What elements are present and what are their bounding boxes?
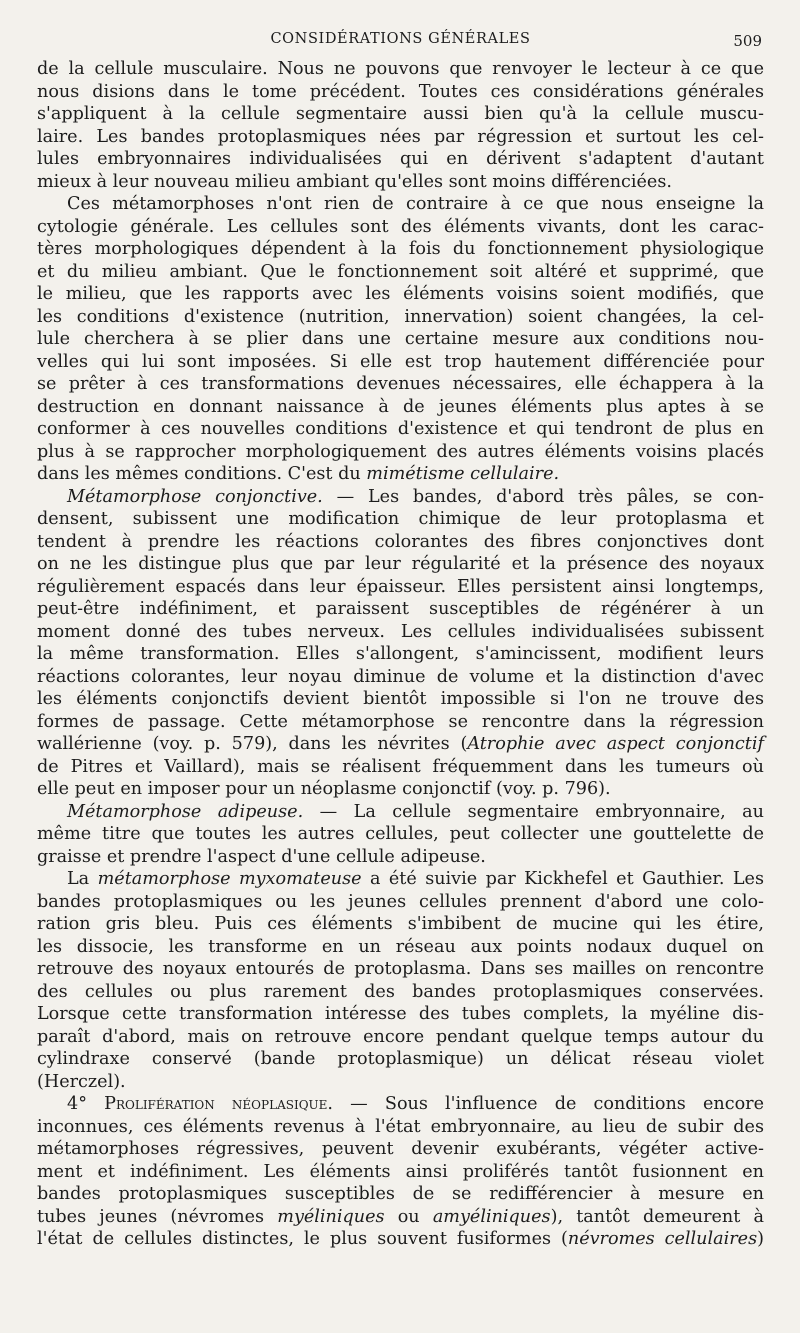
text-run: ), tantôt demeurent à [550,1206,764,1227]
text-run: a été suivie par Kickhefel et Gauthier. Les [361,869,764,889]
text-line: retrouve des noyaux entourés de protoplasma. Dans ses mailles on rencontre [37,959,764,979]
text-line: les éléments conjonctifs devient bientôt impossible si l'on ne trouve des [37,689,764,709]
text-line: cytologie générale. Les cellules sont des éléments vivants, dont les carac- [37,216,764,237]
text-line: conformer à ces nouvelles conditions d'existence et qui tendront de plus en [37,419,764,439]
text-line: régulièrement espacés dans leur épaisseur. Elles persistent ainsi longtemps, [37,576,764,597]
body-text [37,58,764,1251]
text-line: ment et indéfiniment. Les éléments ainsi proliférés tantôt fusionnent en [37,1161,764,1182]
italic-term: mimétisme cellulaire. [366,464,560,484]
italic-term: amyéliniques [432,1206,551,1227]
text-line: mieux à leur nouveau milieu ambiant qu'elles sont moins différenciées. [37,171,672,192]
text-run: 4° [67,1094,105,1114]
text-line: bandes protoplasmiques ou les jeunes cellules prennent d'abord une colo- [37,891,764,912]
text-line [37,801,764,824]
text-run: l'état de cellules distinctes, le plus souvent fusiformes ( [37,1229,568,1249]
text-line: nous disions dans le tome précédent. Toutes ces considérations générales [37,81,764,102]
text-line: métamorphoses régressives, peuvent devenir exubérants, végéter active- [37,1139,764,1159]
text-line: densent, subissent une modification chimique de leur protoplasma et [37,509,764,529]
text-line: s'appliquent à la cellule segmentaire aussi bien qu'à la cellule muscu- [37,104,764,124]
text-run: — La cellule segmentaire embryonnaire, au [303,801,764,822]
text-line [37,1206,764,1229]
text-line [37,1228,764,1251]
text-run: ou [384,1206,433,1227]
text-line: même titre que toutes les autres cellules, peut collecter une gouttelette de [37,824,764,844]
text-line: la même transformation. Elles s'allongent, s'amincissent, modifient leurs [37,644,764,664]
italic-term: névromes cellulaires [567,1229,758,1249]
running-head: CONSIDÉRATIONS GÉNÉRALES [270,31,531,47]
text-line: peut-être indéfiniment, et paraissent susceptibles de régénérer à un [37,599,764,619]
text-line: tères morphologiques dépendent à la fois du fonctionnement physiologique [37,239,764,259]
text-line: réactions colorantes, leur noyau diminue de volume et la distinction d'avec [37,666,764,687]
text-run: — Les bandes, d'abord très pâles, se con- [322,486,764,507]
section-heading-smallcaps: Prolifération néoplasique. [104,1094,333,1114]
text-run: ) [757,1229,764,1249]
text-line: graisse et prendre l'aspect d'une cellule adipeuse. [37,846,486,867]
text-line: des cellules ou plus rarement des bandes protoplasmiques conservées. [37,981,764,1002]
text-line: (Herczel). [37,1071,126,1092]
text-line: Ces métamorphoses n'ont rien de contraire à ce que nous enseigne la [67,194,764,214]
page-number: 509 [733,32,762,50]
italic-term: métamorphose myxomateuse [97,869,362,889]
text-line: elle peut en imposer pour un néoplasme conjonctif (voy. p. 796). [37,779,611,799]
text-line [37,463,764,486]
text-line: cylindraxe conservé (bande protoplasmique) un délicat réseau violet [37,1049,764,1069]
text-line: plus à se rapprocher morphologiquement des autres éléments voisins placés [37,441,764,462]
text-line: destruction en donnant naissance à de jeunes éléments plus aptes à se [37,396,764,417]
text-line [37,868,764,891]
text-line: laire. Les bandes protoplasmiques nées par régression et surtout les cel- [37,126,764,147]
text-run: — Sous l'influence de conditions encore [333,1094,764,1114]
text-line: ration gris bleu. Puis ces éléments s'imbibent de mucine qui les étire, [37,914,764,934]
section-heading-italic: Métamorphose conjonctive. [67,486,323,507]
italic-term: myéliniques [277,1206,385,1227]
page-header [37,28,764,58]
text-line: paraît d'abord, mais on retrouve encore pendant quelque temps autour du [37,1026,764,1047]
text-run: dans les mêmes conditions. C'est du [37,464,361,484]
text-line [37,1093,764,1116]
text-line: moment donné des tubes nerveux. Les cellules individualisées subissent [37,621,764,642]
text-line: inconnues, ces éléments revenus à l'état embryonnaire, au lieu de subir des [37,1116,764,1137]
text-line: formes de passage. Cette métamorphose se rencontre dans la régression [37,711,764,732]
text-line: se prêter à ces transformations devenues nécessaires, elle échappera à la [37,374,764,394]
text-line: bandes protoplasmiques susceptibles de se redifférencier à mesure en [37,1184,764,1204]
text-line [37,733,764,756]
italic-term: Atrophie avec aspect conjonctif [467,734,764,754]
text-line: de Pitres et Vaillard), mais se réalisent fréquemment dans les tumeurs où [37,756,764,777]
text-line: les dissocie, les transforme en un réseau aux points nodaux duquel on [37,936,764,957]
text-line: et du milieu ambiant. Que le fonctionnement soit altéré et supprimé, que [37,261,764,282]
text-line [37,486,764,509]
text-line: les conditions d'existence (nutrition, innervation) soient changées, la cel- [37,306,764,327]
section-heading-italic: Métamorphose adipeuse. [67,801,304,822]
text-line: tendent à prendre les réactions colorantes des fibres conjonctives dont [37,531,764,552]
text-run: La [67,869,98,889]
text-line: Lorsque cette transformation intéresse des tubes complets, la myéline dis- [37,1004,764,1024]
text-line: lule cherchera à se plier dans une certaine mesure aux conditions nou- [37,329,764,349]
text-line: de la cellule musculaire. Nous ne pouvons que renvoyer le lecteur à ce que [37,59,764,79]
text-line: lules embryonnaires individualisées qui en dérivent s'adaptent d'autant [37,149,764,169]
text-run: wallérienne (voy. p. 579), dans les névrites ( [37,734,468,754]
text-line: velles qui lui sont imposées. Si elle est trop hautement différenciée pour [37,351,764,372]
text-line: le milieu, que les rapports avec les éléments voisins soient modifiés, que [37,284,764,304]
text-run: tubes jeunes (névromes [37,1206,278,1227]
text-line: on ne les distingue plus que par leur régularité et la présence des noyaux [37,554,764,574]
